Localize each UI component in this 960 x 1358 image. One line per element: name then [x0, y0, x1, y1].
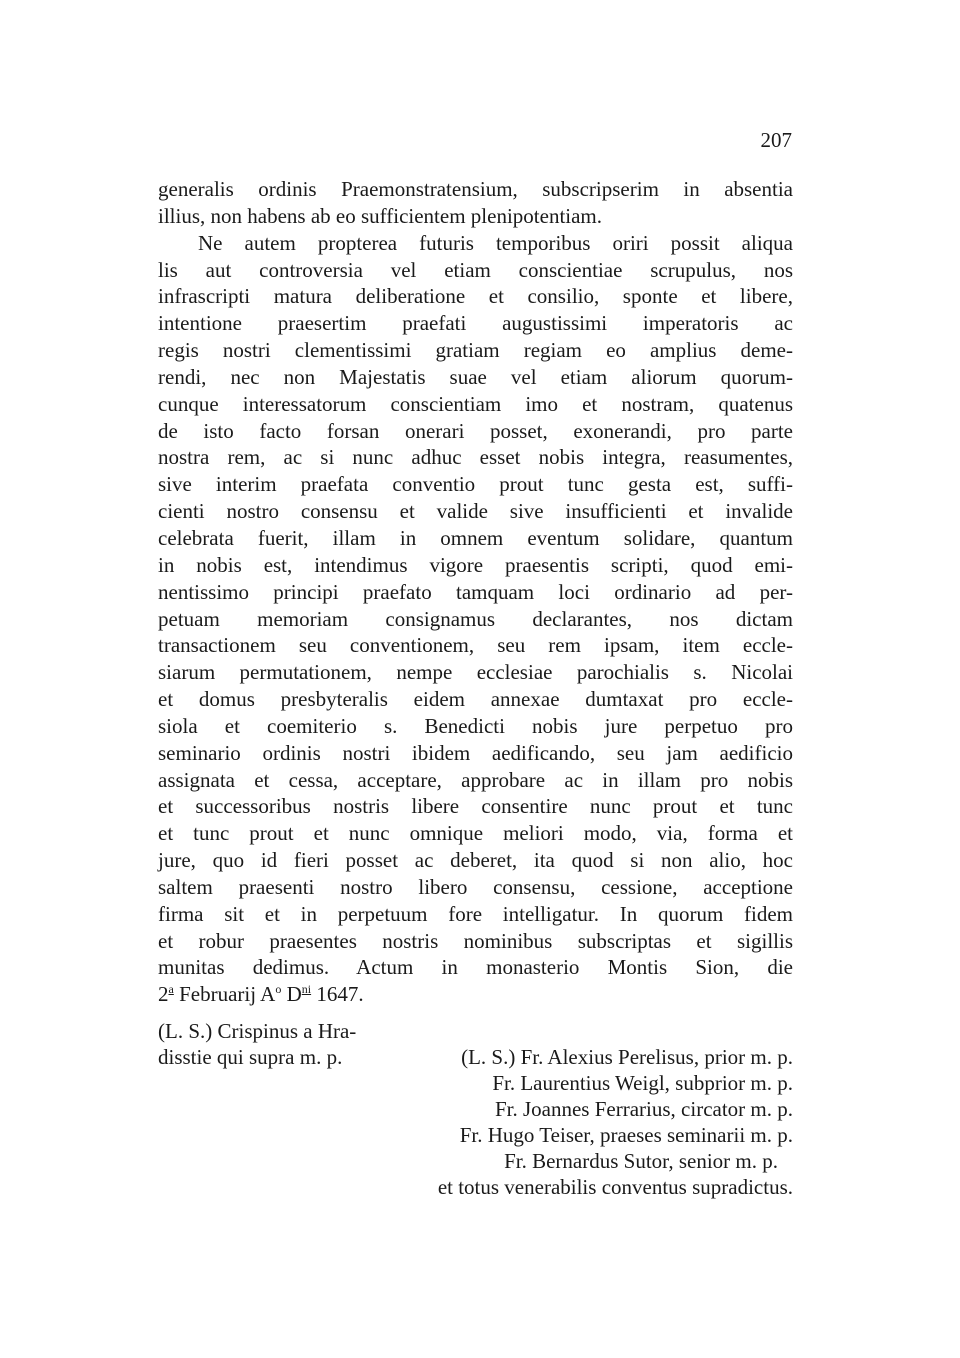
date-month: Februarij: [179, 982, 257, 1007]
text-line: lis aut controversia vel etiam conscientiae scrupulus, nos: [158, 257, 793, 282]
text-line: Ne autem propterea futuris temporibus oriri possit aliqua: [198, 230, 793, 255]
text-line: firma sit et in perpetuum fore intelligatur. In quorum fidem: [158, 901, 793, 926]
signature-row-2: [158, 1044, 793, 1070]
text-line: intentione praesertim praefati augustissimi imperatoris ac: [158, 311, 793, 336]
date-anno: A: [260, 982, 276, 1007]
text-line: et tunc prout et nunc omnique meliori modo, via, forma et: [158, 821, 793, 846]
text-line: rendi, nec non Majestatis suae vel etiam aliorum quorum-: [158, 364, 793, 389]
date-line: [158, 981, 793, 1008]
text-line: siarum permutationem, nempe ecclesiae parochialis s. Nicolai: [158, 660, 793, 685]
signature-hugo: Fr. Hugo Teiser, praeses seminarii m. p.: [459, 1123, 793, 1147]
text-line: nentissimo principi praefato tamquam loci ordinario ad per-: [158, 579, 793, 604]
date-anno-mark: o: [275, 982, 282, 997]
signature-joannes: Fr. Joannes Ferrarius, circator m. p.: [494, 1097, 793, 1121]
text-line: seminario ordinis nostri ibidem aedificando, seu jam aedificio: [158, 740, 793, 765]
text-line: et robur praesentes nostris nominibus subscriptas et sigillis: [158, 928, 793, 953]
signature-alexius: Fr. Alexius Perelisus, prior m. p.: [520, 1045, 793, 1069]
date-domini: D: [286, 982, 302, 1007]
date-day: 2: [158, 982, 169, 1007]
text-line: saltem praesenti nostro libero consensu, cessione, acceptione: [158, 874, 793, 899]
text-line: et domus presbyteralis eidem annexae dumtaxat pro eccle-: [158, 687, 793, 712]
date-day-suffix: a: [168, 982, 174, 997]
text-line: petuam memoriam consignamus declarantes, nos dictam: [158, 606, 793, 631]
text-line: celebrata fuerit, illam in omnem eventum solidare, quantum: [158, 525, 793, 550]
text-line: regis nostri clementissimi gratiam regiam eo amplius deme-: [158, 338, 793, 363]
text-line: transactionem seu conventionem, seu rem ipsam, item eccle-: [158, 633, 793, 658]
signature-bernardus: Fr. Bernardus Sutor, senior m. p.: [504, 1149, 778, 1173]
text-line: de isto facto forsan onerari posset, exonerandi, pro parte: [158, 418, 793, 443]
text-line: munitas dedimus. Actum in monasterio Montis Sion, die: [158, 955, 793, 980]
text-line: et successoribus nostris libere consentire nunc prout et tunc: [158, 794, 793, 819]
text-line: nostra rem, ac si nunc adhuc esset nobis integra, reasumentes,: [158, 445, 793, 470]
text-line: sive interim praefata conventio prout tunc gesta est, suffi-: [158, 472, 793, 497]
text-line: in nobis est, intendimus vigore praesentis scripti, quod emi-: [158, 552, 793, 577]
signature-crispinus-2: disstie qui supra m. p.: [158, 1045, 343, 1069]
date-year: 1647.: [316, 982, 364, 1007]
text-line: cienti nostro consensu et valide sive insufficienti et invalide: [158, 499, 793, 524]
closing-line: et totus venerabilis conventus supradictus.: [437, 1175, 793, 1199]
signature-crispinus-1: (L. S.) Crispinus a Hra-: [158, 1019, 357, 1043]
text-line: infrascripti matura deliberatione et consilio, sponte et libere,: [158, 284, 793, 309]
signature-laurentius: Fr. Laurentius Weigl, subprior m. p.: [492, 1071, 793, 1095]
page-number: 207: [760, 128, 792, 152]
date-domini-suffix: ni: [301, 982, 312, 997]
text-line: illius, non habens ab eo sufficientem plenipotentiam.: [158, 203, 603, 228]
seal-mark: (L. S.): [461, 1045, 516, 1069]
body-text: [158, 176, 793, 1008]
text-line: siola et coemiterio s. Benedicti nobis jure perpetuo pro: [158, 713, 793, 738]
signature-block: [158, 1018, 793, 1200]
text-line: jure, quo id fieri posset ac deberet, ita quod si non alio, hoc: [158, 848, 793, 873]
text-line: generalis ordinis Praemonstratensium, subscripserim in absentia: [158, 177, 793, 201]
text-line: assignata et cessa, acceptare, approbare ac in illam pro nobis: [158, 767, 793, 792]
text-line: cunque interessatorum conscientiam imo et nostram, quatenus: [158, 391, 793, 416]
